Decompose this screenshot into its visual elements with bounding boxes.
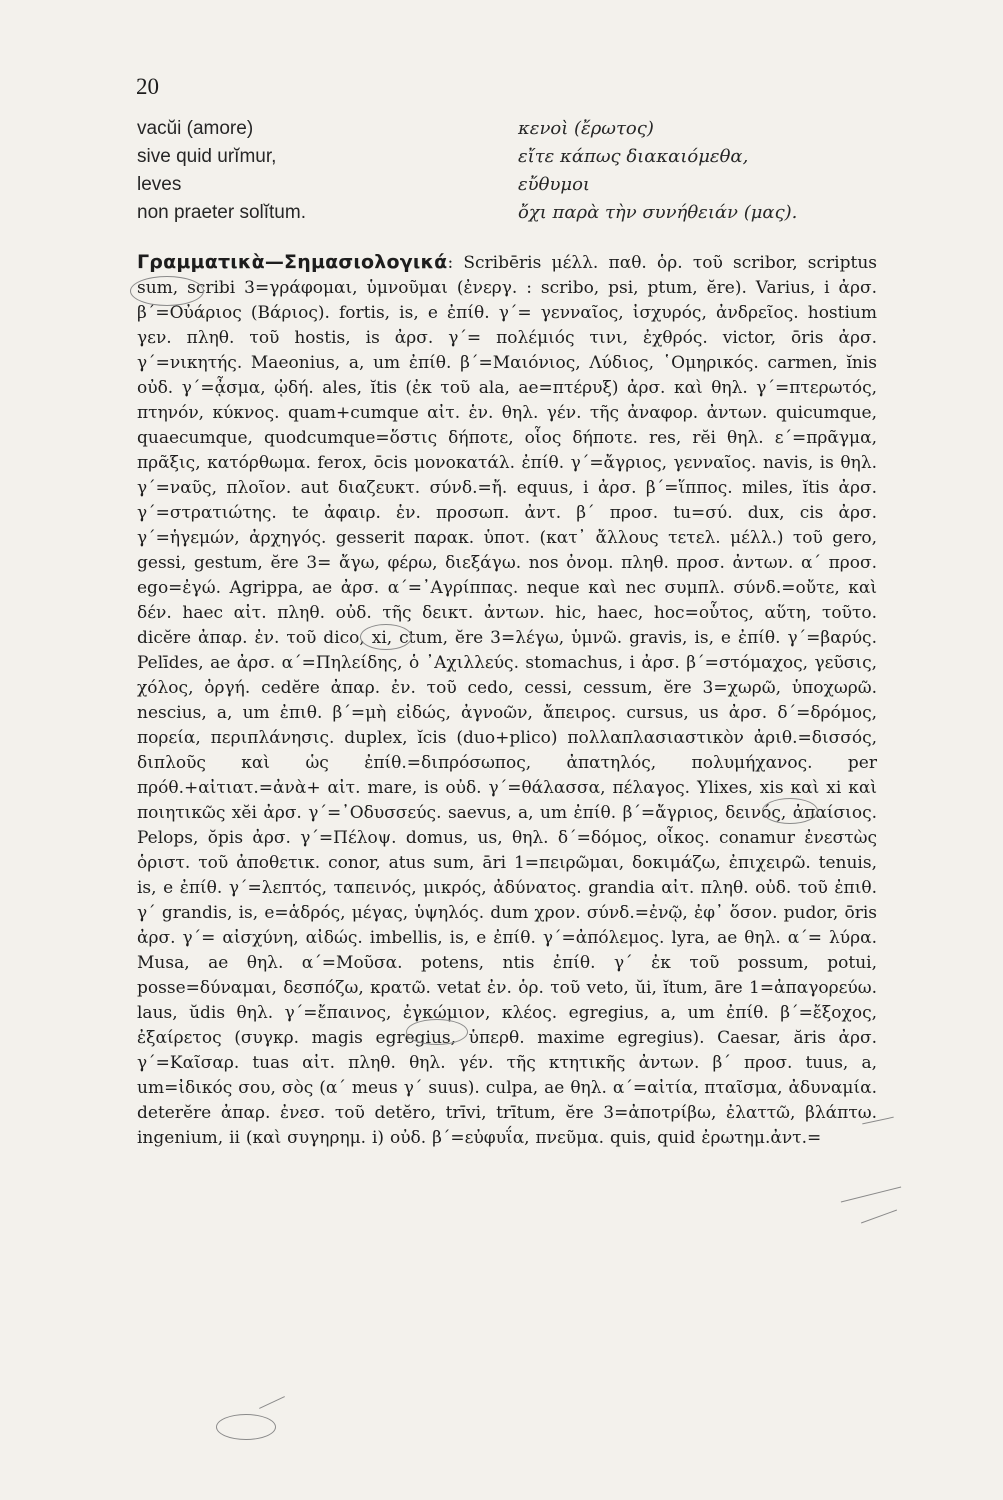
- verse-line: [137, 146, 877, 174]
- commentary-block: [137, 250, 877, 1151]
- verse-line: [137, 202, 877, 230]
- verse-latin: leves: [137, 174, 182, 195]
- verse-greek: εὔθυμοι: [518, 174, 590, 195]
- page-number: 20: [136, 74, 159, 99]
- verse-line: [137, 174, 877, 202]
- verse-greek: ὄχι παρὰ τὴν συνήθειάν (μας).: [518, 202, 798, 223]
- verse-latin: sive quid urĭmur,: [137, 146, 277, 167]
- verse-greek: κενοὶ (ἔρωτος): [518, 118, 654, 139]
- verse-line: [137, 118, 877, 146]
- commentary-text: Scribēris μέλλ. παθ. ὁρ. τοῦ scribor, scriptus sum, scribi 3=γράφομαι, ὑμνοῦμαι (ἐνεργ. : scribo, psi, ptum, ĕre). Varius, i ἀρσ. β΄=Οὐάριος (Βάριος). fortis, is, e ἐπίθ. γ΄= γενναῖος, ἰσχυρός, ἀνδρεῖος. hostium γεν. πληθ. τοῦ hostis, is ἀρσ. γ΄= πολέμιός τινι, ἐχθρός. victor, ōris ἀρσ. γ΄=νικητής. Maeonius, a, um ἐπίθ. β΄=Μαιόνιος, Λύδιος, ῾Ομηρικός. carmen, ĭnis οὐδ. γ΄=ᾆσμα, ᾠδή. ales, ĭtis (ἐκ τοῦ ala, ae=πτέρυξ) ἀρσ. καὶ θηλ. γ΄=πτερωτός, πτηνόν, κύκνος. quam+cumque αἰτ. ἑν. θηλ. γέν. τῆς ἀναφορ. ἀντων. quicumque, quaecumque, quodcumque=ὅστις δήποτε, οἷος δήποτε. res, rĕi θηλ. ε΄=πρᾶγμα, πρᾶξις, κατόρθωμα. ferox, ōcis μονοκατάλ. ἐπίθ. γ΄=ἄγριος, γενναῖος. navis, is θηλ. γ΄=ναῦς, πλοῖον. aut διαζευκτ. σύνδ.=ἤ. equus, i ἀρσ. β΄=ἵππος. miles, ĭtis ἀρσ. γ΄=στρατιώτης. te ἀφαιρ. ἑν. προσωπ. ἀντ. β΄ προσ. tu=σύ. dux, cis ἀρσ. γ΄=ἡγεμών, ἀρχηγός. gesserit παρακ. ὑποτ. (κατ᾿ ἄλλους τετελ. μέλλ.) τοῦ gero, gessi, gestum, ĕre 3= ἄγω, φέρω, διεξάγω. nos ὀνομ. πληθ. προσ. ἀντων. α΄ προσ. ego=ἐγώ. Agrippa, ae ἀρσ. α΄=᾿Αγρίππας. neque καὶ nec συμπλ. σύνδ.=οὔτε, καὶ δέν. haec αἰτ. πληθ. οὐδ. τῆς δεικτ. ἀντων. hic, haec, hoc=οὗτος, αὕτη, τοῦτο. dicĕre ἀπαρ. ἐν. τοῦ dico, xi, ctum, ĕre 3=λέγω, ὑμνῶ. gravis, is, e ἐπίθ. γ΄=βαρύς. Pelīdes, ae ἀρσ. α΄=Πηλείδης, ὁ ᾿Αχιλλεύς. stomachus, i ἀρσ. β΄=στόμαχος, γεῦσις, χόλος, ὀργή. cedĕre ἀπαρ. ἐν. τοῦ cedo, cessi, cessum, ĕre 3=χωρῶ, ὑποχωρῶ. nescius, a, um ἐπιθ. β΄=μὴ εἰδώς, ἀγνοῶν, ἄπειρος. cursus, us ἀρσ. δ΄=δρόμος, πορεία, περιπλάνησις. duplex, ĭcis (duo+plico) πολλαπλασιαστικὸν ἀριθ.=δισσός, διπλοῦς καὶ ὡς ἐπίθ.=διπρόσωπος, ἀπατηλός, πολυμήχανος. per πρόθ.+αἰτιατ.=ἀνὰ+ αἰτ. mare, is οὐδ. γ΄=θάλασσα, πέλαγος. Ylixes, xis καὶ xi καὶ ποιητικῶς xĕi ἀρσ. γ΄=᾿Οδυσσεύς. saevus, a, um ἐπίθ. β΄=ἄγριος, δεινός, ἀπαίσιος. Pelops, ŏpis ἀρσ. γ΄=Πέλοψ. domus, us, θηλ. δ΄=δόμος, οἶκος. conamur ἐνεστὼς ὁριστ. τοῦ ἀποθετικ. conor, atus sum, āri 1=πειρῶμαι, δοκιμάζω, ἐπιχειρῶ. tenuis, is, e ἐπίθ. γ΄=λεπτός, ταπεινός, μικρός, ἀδύνατος. grandia αἰτ. πληθ. οὐδ. τοῦ ἐπιθ. γ΄ grandis, is, e=ἁδρός, μέγας, ὑψηλός. dum χρον. σύνδ.=ἐνῷ, ἐφ᾿ ὅσον. pudor, ōris ἀρσ. γ΄= αἰσχύνη, αἰδώς. imbellis, is, e ἐπίθ. γ΄=ἀπόλεμος. lyra, ae θηλ. α΄= λύρα. Musa, ae θηλ. α΄=Μοῦσα. potens, ntis ἐπίθ. γ΄ ἐκ τοῦ possum, potui, posse=δύναμαι, δεσπόζω, κρατῶ. vetat ἐν. ὁρ. τοῦ veto, ŭi, ĭtum, āre 1=ἀπαγορεύω. laus, ŭdis θηλ. γ΄=ἔπαινος, ἐγκώμιον, κλέος. egregius, a, um ἐπίθ. β΄=ἔξοχος, ἐξαίρετος (συγκρ. magis egregius, ὑπερθ. maxime egregius). Caesar, ăris ἀρσ. γ΄=Καῖσαρ. tuas αἰτ. πληθ. θηλ. γέν. τῆς κτητικῆς ἀντων. β΄ προσ. tuus, a, um=ἰδικός σου, σὸς (α΄ meus γ΄ suus). culpa, ae θηλ. α΄=αἰτία, πταῖσμα, ἀδυναμία. deterĕre ἀπαρ. ἐνεσ. τοῦ detĕro, trīvi, trītum, ĕre 3=ἀποτρίβω, ἐλαττῶ, βλάπτω. ingenium, ii (καὶ συγηρημ. i) οὐδ. β΄=εὐφυΐα, πνεῦμα. quis, quid ἐρωτημ.ἀντ.=: [137, 253, 878, 1148]
- verse-latin: vacŭi (amore): [137, 118, 254, 139]
- heading-separator: :: [447, 253, 464, 273]
- pencil-underline-annotation: [861, 1210, 897, 1224]
- section-heading: Γραμματικὰ—Σημασιολογικά: [137, 251, 448, 273]
- verse-latin: non praeter solĭtum.: [137, 202, 306, 223]
- pencil-underline-annotation: [841, 1187, 901, 1203]
- pencil-underline-annotation: [259, 1396, 285, 1409]
- pencil-circle-annotation: [216, 1414, 276, 1440]
- verse-block: [137, 118, 877, 230]
- verse-greek: εἴτε κάπως διακαιόμεθα,: [518, 146, 749, 167]
